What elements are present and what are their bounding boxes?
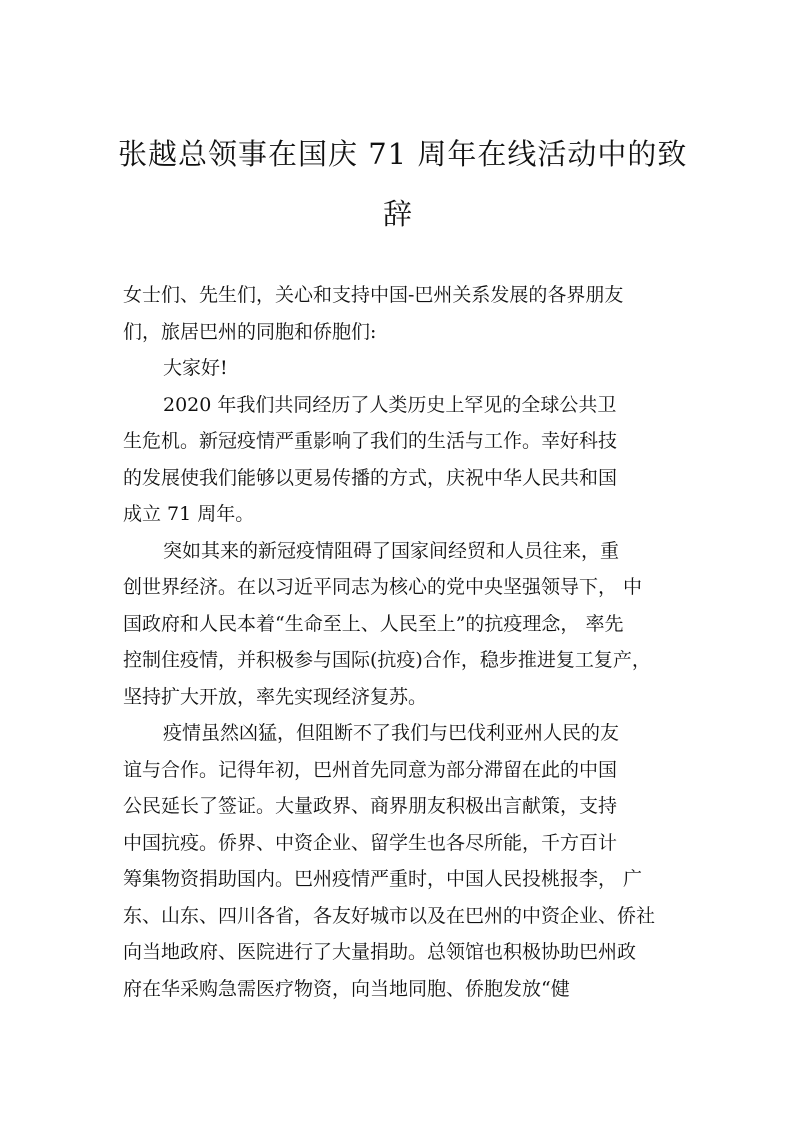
text-line: 坚持扩大开放，率先实现经济复苏。 (123, 685, 428, 708)
text-line: 的发展使我们能够以更易传播的方式，庆祝中华人民共和国 (123, 466, 618, 489)
paragraph-pandemic (123, 533, 679, 716)
text-line: 东、山东、四川各省，各友好城市以及在巴州的中资企业、侨社 (123, 904, 656, 927)
text-line: 生危机。新冠疫情严重影响了我们的生活与工作。幸好科技 (123, 430, 618, 452)
text-line: 创世界经济。在以习近平同志为核心的党中央坚强领导下， 中 (123, 576, 643, 598)
text-line: 女士们、先生们，关心和支持中国-巴州关系发展的各界朋友 (123, 284, 624, 306)
text-line: 谊与合作。记得年初，巴州首先同意为部分滞留在此的中国 (123, 758, 618, 781)
text-line: 2020 年我们共同经历了人类历史上罕见的全球公共卫 (163, 393, 617, 416)
paragraph-2020 (123, 387, 679, 533)
text-line: 国政府和人民本着“生命至上、人民至上”的抗疫理念， 率先 (123, 612, 624, 635)
title-line: 辞 (382, 197, 413, 231)
text-line: 向当地政府、医院进行了大量捐助。总领馆也积极协助巴州政 (123, 941, 637, 963)
text-line: 疫情虽然凶猛，但阻断不了我们与巴伐利亚州人民的友 (163, 722, 620, 744)
text-line: 控制住疫情，并积极参与国际(抗疫)合作，稳步推进复工复产， (123, 649, 651, 671)
text-line: 突如其来的新冠疫情阻碍了国家间经贸和人员往来，重 (163, 539, 620, 562)
text-line: 成立 71 周年。 (123, 503, 255, 525)
paragraph-salutation (123, 277, 679, 350)
document-body (123, 277, 679, 1007)
text-line: 筹集物资捐助国内。巴州疫情严重时，中国人民投桃报李， 广 (123, 868, 643, 890)
text-line: 府在华采购急需医疗物资，向当地同胞、侨胞发放“健 (123, 977, 570, 1000)
text-line: 中国抗疫。侨界、中资企业、留学生也各尽所能，千方百计 (123, 831, 618, 854)
paragraph-friendship (123, 715, 679, 1007)
text-line: 公民延长了签证。大量政界、商界朋友积极出言献策，支持 (123, 795, 618, 817)
paragraph-greeting (123, 350, 679, 387)
title-line: 张越总领事在国庆 71 周年在线活动中的致 (118, 137, 688, 171)
text-line: 们，旅居巴州的同胞和侨胞们: (123, 320, 377, 343)
document-title (118, 124, 688, 244)
text-line: 大家好! (163, 357, 228, 379)
